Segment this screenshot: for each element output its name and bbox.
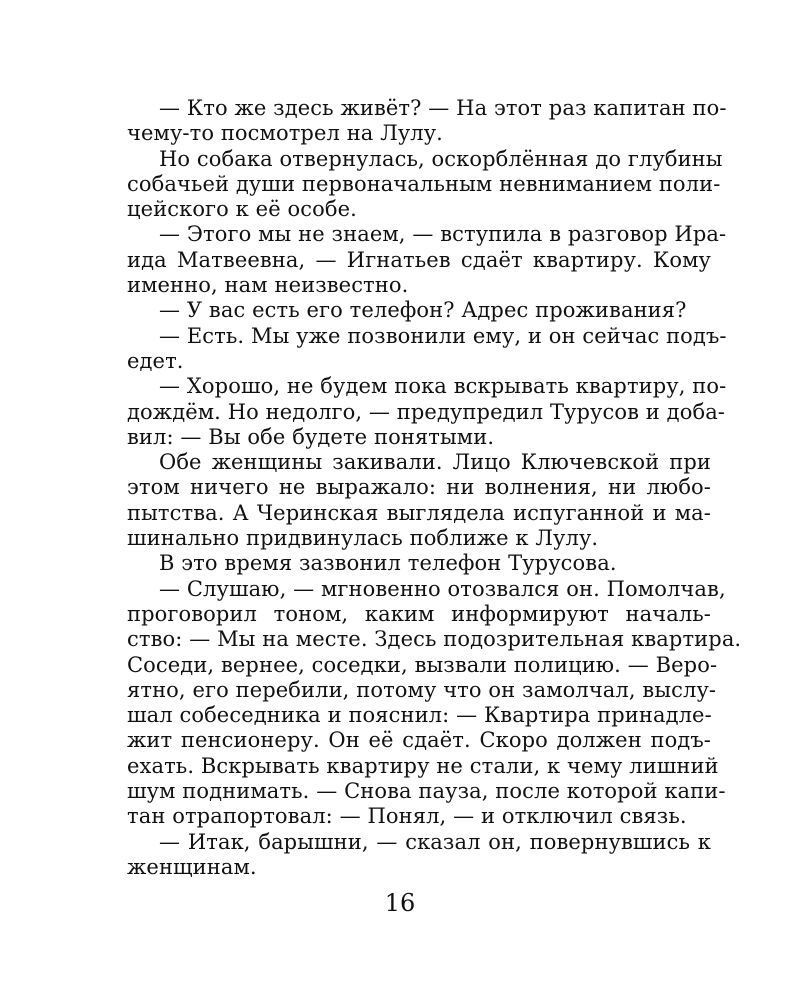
text-line: шал собеседника и пояснил: — Квартира принадле-: [127, 703, 712, 728]
text-line: вил: — Вы обе будете понятыми.: [127, 424, 495, 449]
text-line: — Слушаю, — мгновенно отозвался он. Помолчав,: [159, 576, 726, 601]
text-line: Но собака отвернулась, оскорблённая до глубины: [159, 146, 723, 171]
text-line: — Хорошо, не будем пока вскрывать квартиру, по-: [159, 374, 727, 399]
text-line: этом ничего не выражало: ни волнения, ни любо-: [127, 475, 711, 500]
text-line: цейского к её особе.: [127, 197, 357, 222]
paragraph: [127, 222, 727, 298]
text-line: шум поднимать. — Снова пауза, после которой капи-: [127, 779, 726, 804]
text-line: едет.: [127, 348, 184, 373]
text-line: именно, нам неизвестно.: [127, 273, 409, 298]
text-line: ехать. Вскрывать квартиру не стали, к чему лишний: [127, 753, 719, 778]
paragraph: [127, 96, 727, 147]
text-line: женщинам.: [127, 854, 257, 879]
body-text: [127, 96, 742, 880]
paragraph: [127, 830, 711, 881]
text-line: пытства. А Черинская выглядела испуганной и ма-: [127, 500, 711, 525]
paragraph: [127, 450, 711, 551]
page-number: 16: [384, 889, 416, 917]
text-line: В это время зазвонил телефон Турусова.: [159, 551, 617, 576]
text-line: — Кто же здесь живёт? — На этот раз капитан по-: [159, 96, 727, 120]
text-line: ида Матвеевна, — Игнатьев сдаёт квартиру. Кому: [127, 247, 711, 272]
text-line: — У вас есть его телефон? Адрес проживания?: [159, 298, 687, 323]
paragraph: [127, 146, 723, 223]
paragraph: [127, 551, 711, 576]
text-line: тан отрапортовал: — Понял, — и отключил связь.: [127, 804, 687, 829]
text-line: Обе женщины закивали. Лицо Ключевской при: [159, 450, 711, 475]
text-line: дождём. Но недолго, — предупредил Турусов и доба-: [127, 399, 726, 424]
text-line: собачьей души первоначальным невниманием поли-: [127, 171, 721, 196]
text-line: жит пенсионеру. Он её сдаёт. Скоро должен подъ-: [127, 728, 711, 753]
text-line: ство: — Мы на месте. Здесь подозрительная квартира.: [127, 627, 742, 652]
paragraph: [127, 576, 742, 830]
text-line: Соседи, вернее, соседки, вызвали полицию. — Веро-: [127, 652, 718, 677]
text-line: — Этого мы не знаем, — вступила в разговор Ира-: [159, 222, 727, 247]
paragraph: [127, 374, 727, 450]
paragraph: [127, 298, 711, 323]
text-line: проговорил тоном, каким информируют началь-: [127, 601, 711, 626]
paragraph: [127, 323, 727, 375]
text-line: шинально придвинулась поближе к Лулу.: [127, 526, 599, 551]
text-line: чему-то посмотрел на Лулу.: [127, 121, 443, 146]
text-line: ятно, его перебили, потому что он замолчал, выслу-: [127, 677, 717, 702]
text-line: — Есть. Мы уже позвонили ему, и он сейчас подъ-: [159, 323, 727, 348]
text-line: — Итак, барышни, — сказал он, повернувшись к: [159, 829, 711, 854]
